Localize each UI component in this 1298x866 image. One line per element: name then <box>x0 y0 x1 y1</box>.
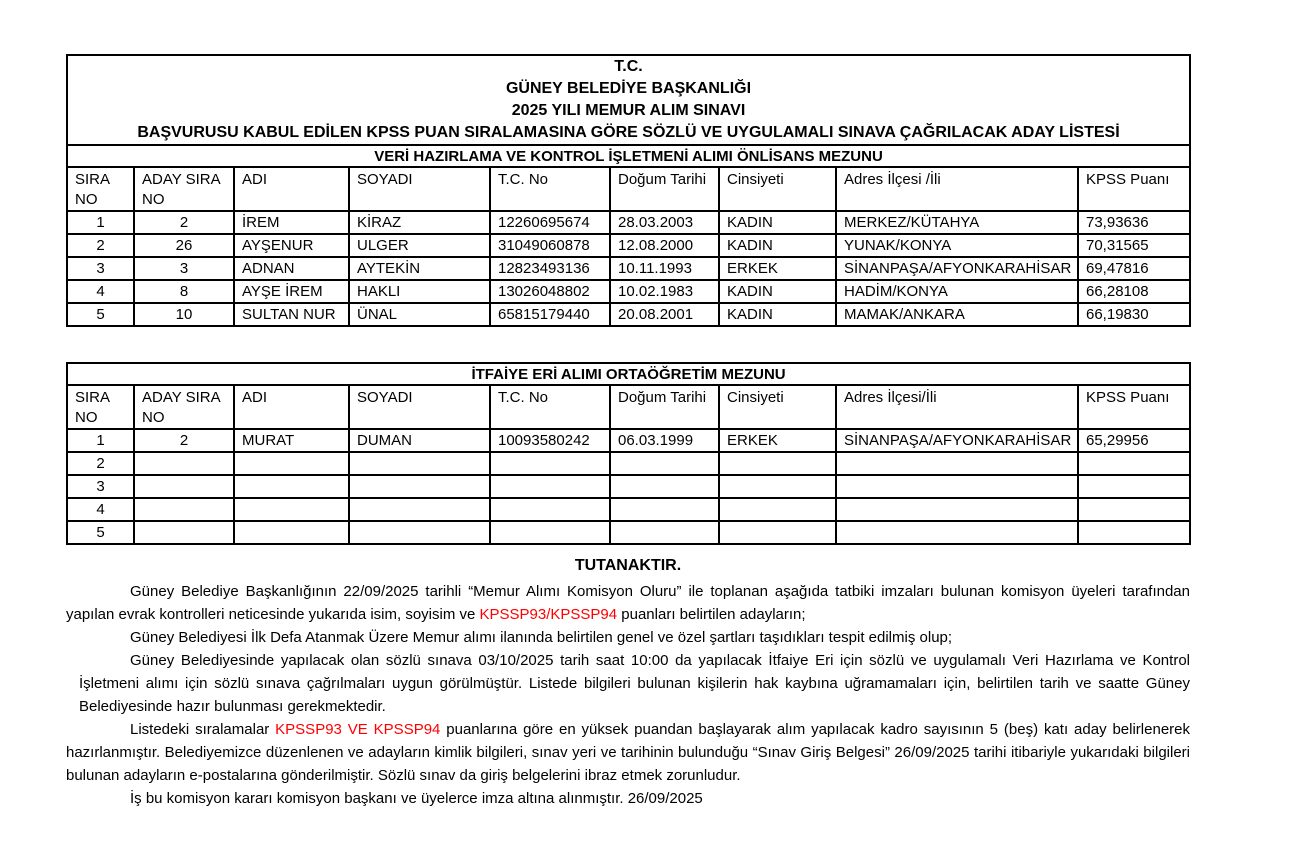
col-header-adi: ADI <box>234 385 349 429</box>
table-cell: MAMAK/ANKARA <box>836 303 1078 326</box>
table-cell: 66,28108 <box>1078 280 1190 303</box>
table-cell: 26 <box>134 234 234 257</box>
tutanak-section <box>66 554 1190 810</box>
table-cell: HADİM/KONYA <box>836 280 1078 303</box>
table-cell <box>610 475 719 498</box>
table-cell: 13026048802 <box>490 280 610 303</box>
table-row <box>67 303 1190 326</box>
table-cell: 28.03.2003 <box>610 211 719 234</box>
table-cell <box>836 498 1078 521</box>
table-cell: 73,93636 <box>1078 211 1190 234</box>
table-cell <box>349 498 490 521</box>
table-cell: 69,47816 <box>1078 257 1190 280</box>
table-cell: ADNAN <box>234 257 349 280</box>
table-cell: 4 <box>67 498 134 521</box>
table-cell: 10.02.1983 <box>610 280 719 303</box>
table-cell: AYTEKİN <box>349 257 490 280</box>
document-title-block <box>67 55 1190 145</box>
table-cell: MERKEZ/KÜTAHYA <box>836 211 1078 234</box>
col-header-aday-sira-no: ADAY SIRA NO <box>134 385 234 429</box>
table1-section-title: VERİ HAZIRLAMA VE KONTROL İŞLETMENİ ALIMI ÖNLİSANS MEZUNU <box>67 145 1190 167</box>
col-header-sira-no: SIRA NO <box>67 385 134 429</box>
col-header-tc-no: T.C. No <box>490 167 610 211</box>
title-list-description: BAŞVURUSU KABUL EDİLEN KPSS PUAN SIRALAMASINA GÖRE SÖZLÜ VE UYGULAMALI SINAVA ÇAĞRILACAK ADAY LİSTESİ <box>137 124 1120 141</box>
table-cell: 2 <box>67 452 134 475</box>
col-header-sira-no: SIRA NO <box>67 167 134 211</box>
table-cell: 31049060878 <box>490 234 610 257</box>
table-cell: 2 <box>134 211 234 234</box>
table-cell: KADIN <box>719 234 836 257</box>
table-cell: 12823493136 <box>490 257 610 280</box>
table-cell <box>134 452 234 475</box>
table-cell <box>490 475 610 498</box>
table-cell <box>490 498 610 521</box>
table-cell: 10093580242 <box>490 429 610 452</box>
table-cell <box>836 452 1078 475</box>
table-cell: HAKLI <box>349 280 490 303</box>
table-cell: SULTAN NUR <box>234 303 349 326</box>
col-header-adres: Adres İlçesi/İli <box>836 385 1078 429</box>
table-cell <box>1078 475 1190 498</box>
table-cell: 2 <box>67 234 134 257</box>
table-row <box>67 257 1190 280</box>
tutanak-paragraph-2: Güney Belediyesi İlk Defa Atanmak Üzere Memur alımı ilanında belirtilen genel ve özel şartları taşıdıkları tespit edilmiş olup; <box>130 629 953 646</box>
kpss-code-red-text: KPSSP93 VE KPSSP94 <box>275 721 441 738</box>
table-cell: 1 <box>67 429 134 452</box>
title-municipality: GÜNEY BELEDİYE BAŞKANLIĞI <box>505 80 752 97</box>
table-cell <box>1078 498 1190 521</box>
table-cell <box>1078 452 1190 475</box>
col-header-soyadi: SOYADI <box>349 167 490 211</box>
table-section-title-row <box>67 145 1190 167</box>
table-cell: 5 <box>67 303 134 326</box>
paragraph-text: Güney Belediye Başkanlığının 22/09/2025 tarihli “Memur Alımı Komisyon Oluru” ile toplanan aşağıda tatbiki imzaları bulunan komisyon üyeleri tarafından yapılan evrak kontrolleri neticesinde yukarıda isim, soyisim ve <box>66 583 1190 623</box>
table-row <box>67 234 1190 257</box>
table-row <box>67 452 1190 475</box>
table-cell: YUNAK/KONYA <box>836 234 1078 257</box>
tutanak-paragraph-1 <box>66 580 1190 626</box>
table-header-row <box>67 167 1190 211</box>
table-row <box>67 475 1190 498</box>
col-header-tc-no: T.C. No <box>490 385 610 429</box>
col-header-adi: ADI <box>234 167 349 211</box>
table-cell: MURAT <box>234 429 349 452</box>
table-cell: 3 <box>67 475 134 498</box>
tutanak-paragraph-5: İş bu komisyon kararı komisyon başkanı ve üyelerce imza altına alınmıştır. 26/09/2025 <box>130 790 703 807</box>
table-cell <box>836 521 1078 544</box>
table-cell: ULGER <box>349 234 490 257</box>
table-cell <box>349 521 490 544</box>
table-cell <box>719 521 836 544</box>
col-header-cinsiyeti: Cinsiyeti <box>719 385 836 429</box>
table-cell: 2 <box>134 429 234 452</box>
kpss-code-red-text: KPSSP93/KPSSP94 <box>479 606 618 623</box>
table-cell: ERKEK <box>719 429 836 452</box>
table-cell: 65,29956 <box>1078 429 1190 452</box>
tutanak-paragraph-4 <box>66 718 1190 787</box>
table-row <box>67 280 1190 303</box>
tutanak-paragraph-3: Güney Belediyesinde yapılacak olan sözlü sınava 03/10/2025 tarih saat 10:00 da yapılacak İtfaiye Eri için sözlü ve uygulamalı Veri Hazırlama ve Kontrol İşletmeni alımı için sözlü sınava çağrılmaları uygun görülmüştür. Listede bilgileri bulunan kişilerin hak kaybına uğramamaları için, belirtilen tarih ve saatte Güney Belediyesinde hazır bulunması gerekmektedir. <box>79 652 1190 715</box>
table-cell <box>490 452 610 475</box>
table-cell: 8 <box>134 280 234 303</box>
table-row <box>67 498 1190 521</box>
table-cell: KİRAZ <box>349 211 490 234</box>
table-cell: KADIN <box>719 211 836 234</box>
col-header-dogum-tarihi: Doğum Tarihi <box>610 167 719 211</box>
table-cell: AYŞE İREM <box>234 280 349 303</box>
col-header-kpss-puani: KPSS Puanı <box>1078 385 1190 429</box>
col-header-aday-sira-no: ADAY SIRA NO <box>134 167 234 211</box>
col-header-kpss-puani: KPSS Puanı <box>1078 167 1190 211</box>
table-cell <box>610 521 719 544</box>
table-cell: 06.03.1999 <box>610 429 719 452</box>
table-row <box>67 211 1190 234</box>
table-cell: 12.08.2000 <box>610 234 719 257</box>
col-header-soyadi: SOYADI <box>349 385 490 429</box>
paragraph-text: puanlarına göre en yüksek puandan başlayarak alım yapılacak kadro sayısının 5 (beş) katı aday belirlenerek hazırlanmıştır. Belediyemizce düzenlenen ve adayların kimlik bilgileri, sınav yeri ve tarihinin bulunduğu “Sınav Giriş Belgesi” 26/09/2025 tarihi itibariyle yukarıdaki bilgileri bulunan adayların e-postalarına gönderilmiştir. Sözlü sınav da giriş belgelerini ibraz etmek zorunludur. <box>66 721 1190 784</box>
table-cell <box>134 475 234 498</box>
table-cell <box>234 475 349 498</box>
paragraph-text: puanları belirtilen adayların; <box>617 606 806 623</box>
table-cell <box>349 475 490 498</box>
table-cell: 1 <box>67 211 134 234</box>
table-section-title-row <box>67 363 1190 385</box>
table-cell: ERKEK <box>719 257 836 280</box>
table-cell: 3 <box>67 257 134 280</box>
table-cell <box>719 475 836 498</box>
table-cell: KADIN <box>719 303 836 326</box>
table-cell <box>719 452 836 475</box>
table-header-row <box>67 385 1190 429</box>
table-cell <box>234 521 349 544</box>
table-cell <box>234 498 349 521</box>
table-cell: DUMAN <box>349 429 490 452</box>
col-header-cinsiyeti: Cinsiyeti <box>719 167 836 211</box>
tutanak-heading: TUTANAKTIR. <box>574 557 682 574</box>
table-row <box>67 521 1190 544</box>
table-cell: SİNANPAŞA/AFYONKARAHİSAR <box>836 257 1078 280</box>
candidate-table-onlisans <box>66 54 1191 327</box>
paragraph-text: Listedeki sıralamalar <box>130 721 276 738</box>
table-cell: 20.08.2001 <box>610 303 719 326</box>
table-cell: 3 <box>134 257 234 280</box>
table-cell: 10.11.1993 <box>610 257 719 280</box>
table-cell <box>719 498 836 521</box>
document-header-row <box>67 55 1190 145</box>
table-cell <box>349 452 490 475</box>
table-cell <box>836 475 1078 498</box>
table-cell <box>490 521 610 544</box>
table-cell: 65815179440 <box>490 303 610 326</box>
table-cell: ÜNAL <box>349 303 490 326</box>
table-cell: SİNANPAŞA/AFYONKARAHİSAR <box>836 429 1078 452</box>
table-cell <box>610 452 719 475</box>
table-cell <box>1078 521 1190 544</box>
table-cell: 4 <box>67 280 134 303</box>
table-cell: KADIN <box>719 280 836 303</box>
table-cell: 70,31565 <box>1078 234 1190 257</box>
table-row <box>67 429 1190 452</box>
table-cell: 10 <box>134 303 234 326</box>
table-cell <box>610 498 719 521</box>
table-cell <box>134 521 234 544</box>
table-cell: 12260695674 <box>490 211 610 234</box>
table-cell: AYŞENUR <box>234 234 349 257</box>
table-cell <box>134 498 234 521</box>
title-tc: T.C. <box>614 58 643 75</box>
col-header-dogum-tarihi: Doğum Tarihi <box>610 385 719 429</box>
candidate-table-itfaiye <box>66 362 1191 545</box>
table-cell: İREM <box>234 211 349 234</box>
table-cell <box>234 452 349 475</box>
table2-section-title: İTFAİYE ERİ ALIMI ORTAÖĞRETİM MEZUNU <box>67 363 1190 385</box>
table-cell: 66,19830 <box>1078 303 1190 326</box>
table-cell: 5 <box>67 521 134 544</box>
title-exam: 2025 YILI MEMUR ALIM SINAVI <box>511 102 746 119</box>
col-header-adres: Adres İlçesi /İli <box>836 167 1078 211</box>
